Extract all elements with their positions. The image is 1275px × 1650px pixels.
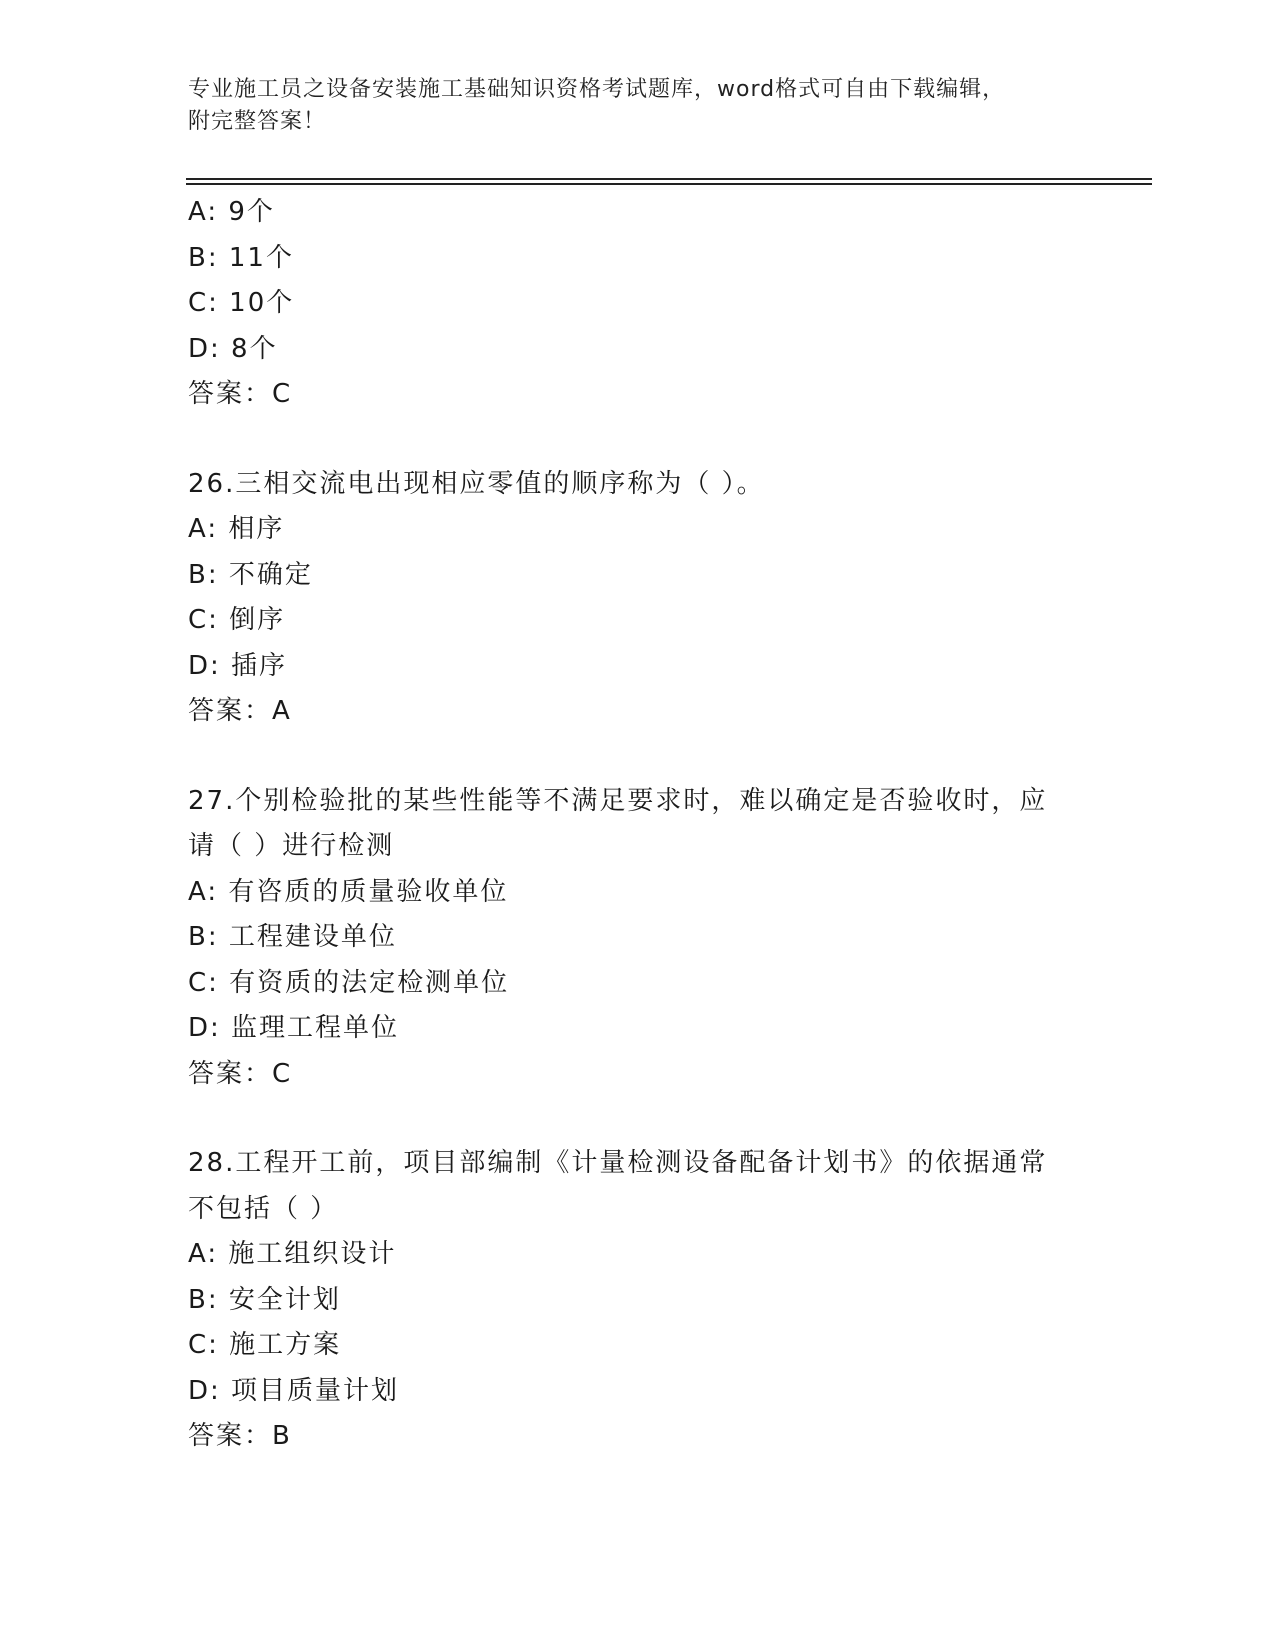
answer-line: 答案：B xyxy=(188,1421,292,1451)
spacer xyxy=(188,1097,1088,1141)
answer-line: 答案：C xyxy=(188,379,293,409)
option-b: B: 工程建设单位 xyxy=(188,922,397,952)
question-text-line-2: 不包括（ ） xyxy=(188,1193,339,1224)
header-divider-top xyxy=(186,178,1152,180)
question-block-27 xyxy=(188,779,1088,1098)
option-b: B: 安全计划 xyxy=(188,1284,341,1315)
option-d: D: 8个 xyxy=(188,333,278,364)
question-text-line-1: 27.个别检验批的某些性能等不满足要求时，难以确定是否验收时，应 xyxy=(188,785,1048,816)
question-text: 26.三相交流电出现相应零值的顺序称为（ ）。 xyxy=(188,468,765,499)
spacer xyxy=(188,735,1088,779)
option-c: C: 10个 xyxy=(188,288,295,318)
option-a: A: 9个 xyxy=(188,197,275,227)
answer-line: 答案：C xyxy=(188,1058,293,1089)
option-a: A: 相序 xyxy=(188,514,285,544)
option-a: A: 有咨质的质量验收单位 xyxy=(188,876,509,907)
option-c: C: 倒序 xyxy=(188,605,286,635)
spacer xyxy=(188,418,1088,462)
question-text-line-1: 28.工程开工前，项目部编制《计量检测设备配备计划书》的依据通常 xyxy=(188,1148,1048,1178)
option-b: B: 11个 xyxy=(188,242,294,273)
option-b: B: 不确定 xyxy=(188,559,313,590)
answer-line: 答案：A xyxy=(188,696,292,726)
option-d: D: 插序 xyxy=(188,650,288,681)
option-d: D: 监理工程单位 xyxy=(188,1013,400,1043)
header-line-2: 附完整答案！ xyxy=(188,109,327,134)
question-block-25 xyxy=(188,190,1088,418)
header-line-1: 专业施工员之设备安装施工基础知识资格考试题库，word格式可自由下载编辑， xyxy=(188,77,1006,102)
option-c: C: 施工方案 xyxy=(188,1330,342,1360)
option-c: C: 有资质的法定检测单位 xyxy=(188,967,510,998)
question-block-26 xyxy=(188,462,1088,735)
option-a: A: 施工组织设计 xyxy=(188,1239,397,1269)
question-list xyxy=(188,190,1088,1460)
question-block-28 xyxy=(188,1141,1088,1460)
option-d: D: 项目质量计划 xyxy=(188,1375,400,1406)
header-divider-bottom xyxy=(186,183,1152,185)
question-text-line-2: 请（ ）进行检测 xyxy=(188,831,395,861)
document-header xyxy=(188,74,1068,138)
